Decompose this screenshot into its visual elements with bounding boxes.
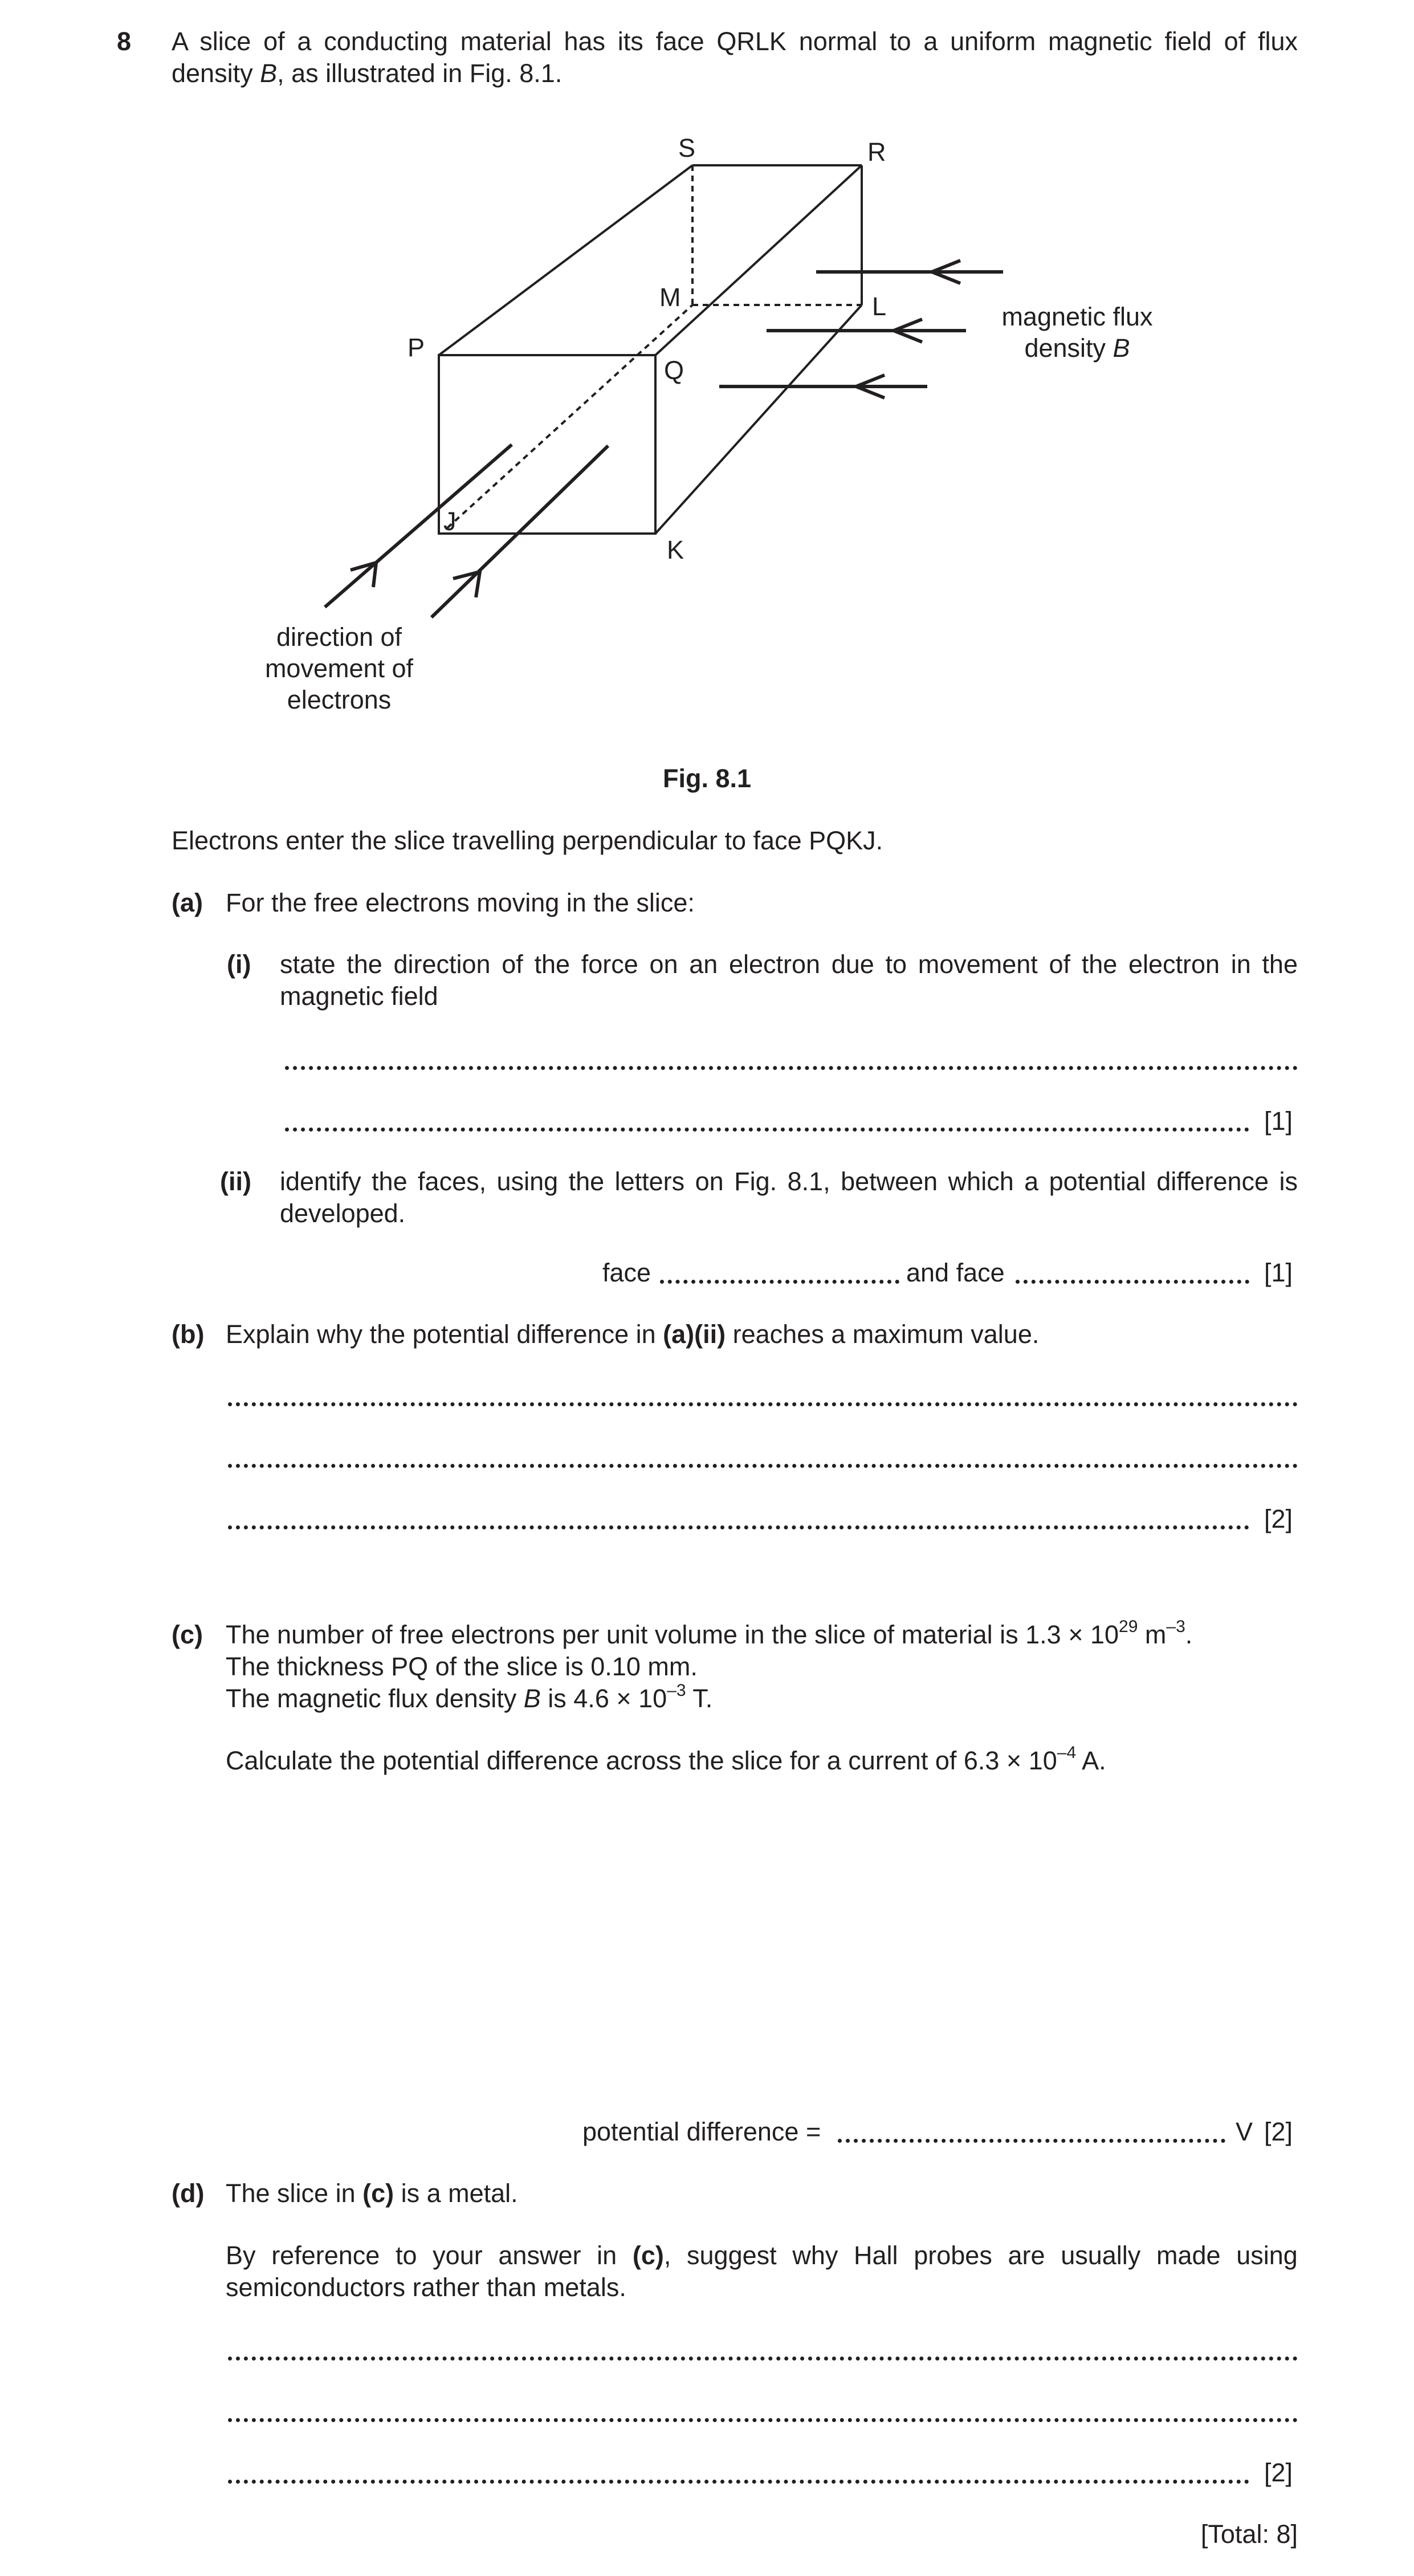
intro-line-1: A slice of a conducting material has its face QRLK normal to a uniform magnetic field of flux — [172, 27, 1298, 56]
marks-c: [2] — [1264, 2117, 1293, 2146]
marks-a-ii: [1] — [1264, 1258, 1293, 1287]
marks-a-i: [1] — [1264, 1106, 1293, 1136]
intro-line-2: density B, as illustrated in Fig. 8.1. — [172, 59, 563, 88]
electron-arrow-2 — [431, 446, 608, 617]
part-c-line3: The magnetic flux density B is $4.6 \times 10^{-3}$ T. — [226, 1681, 713, 1713]
part-b-text: Explain why the potential difference in (a)(ii) reaches a maximum value. — [226, 1320, 1040, 1349]
part-c-line2: The thickness PQ of the slice is 0.10 mm. — [226, 1652, 698, 1681]
part-a-i-line1: state the direction of the force on an electron due to movement of the electron in the — [280, 950, 1298, 979]
edge-ps — [439, 165, 692, 355]
answer-line-b-3[interactable] — [228, 1525, 1249, 1529]
figure-caption: Fig. 8.1 — [662, 764, 752, 793]
part-c-label: (c) — [172, 1620, 203, 1649]
electron-arrow-1 — [325, 445, 512, 607]
answer-line-a-i-2[interactable] — [285, 1128, 1249, 1132]
figure-8-1 — [0, 0, 1414, 741]
pd-unit: V — [1236, 2117, 1253, 2146]
label-q: Q — [664, 356, 684, 385]
face-1-label: face — [602, 1258, 651, 1287]
answer-line-b-2[interactable] — [228, 1464, 1298, 1468]
answer-line-a-i-1[interactable] — [285, 1066, 1298, 1070]
part-b-label: (b) — [172, 1320, 205, 1349]
label-l: L — [872, 292, 887, 321]
edge-qr — [655, 165, 862, 355]
part-a-i-line2: magnetic field — [280, 982, 438, 1011]
electron-arrows — [325, 445, 608, 617]
part-d-text: The slice in (c) is a metal. — [226, 2179, 518, 2208]
stem-text: Electrons enter the slice travelling perpendicular to face PQKJ. — [172, 826, 883, 855]
part-d-label: (d) — [172, 2179, 205, 2208]
answer-line-d-2[interactable] — [228, 2418, 1298, 2422]
part-c-line1: The number of free electrons per unit volume in the slice of material is $1.3 \times 10^{29}$ $m^{-3}$. — [226, 1617, 1193, 1649]
part-a-i-label: (i) — [227, 950, 251, 979]
label-m: M — [659, 283, 681, 312]
marks-b: [2] — [1264, 1504, 1293, 1533]
face-2-label: and face — [906, 1258, 1005, 1287]
pd-answer-label: potential difference = — [582, 2117, 821, 2146]
part-a-text: For the free electrons moving in the slice: — [226, 888, 695, 917]
electron-label: direction of movement of electrons — [264, 622, 414, 714]
answer-line-d-1[interactable] — [228, 2357, 1298, 2361]
field-label: magnetic flux density B — [1001, 302, 1153, 363]
label-p: P — [408, 333, 425, 362]
part-a-label: (a) — [172, 888, 203, 917]
part-d-line1: By reference to your answer in (c), suggest why Hall probes are usually made using — [226, 2241, 1298, 2270]
pd-answer-line[interactable] — [838, 2139, 1225, 2143]
answer-line-b-1[interactable] — [228, 1402, 1298, 1406]
answer-line-d-3[interactable] — [228, 2480, 1249, 2484]
label-k: K — [667, 535, 684, 564]
face-1-answer[interactable] — [660, 1280, 899, 1284]
face-2-answer[interactable] — [1016, 1280, 1249, 1284]
question-number: 8 — [117, 27, 132, 56]
part-a-ii-label: (ii) — [220, 1167, 251, 1196]
part-c-line4: Calculate the potential difference across the slice for a current of $6.3 \times 10^{-4}$ A. — [226, 1743, 1106, 1775]
label-j: J — [443, 507, 457, 536]
label-s: S — [678, 133, 696, 162]
part-a-ii-line2: developed. — [280, 1199, 406, 1228]
total-marks: [Total: 8] — [1200, 2520, 1298, 2549]
label-r: R — [867, 137, 886, 166]
part-a-ii-line1: identify the faces, using the letters on Fig. 8.1, between which a potential difference is — [280, 1167, 1298, 1196]
part-d-line2: semiconductors rather than metals. — [226, 2273, 626, 2302]
marks-d: [2] — [1264, 2458, 1293, 2487]
edge-kl — [655, 305, 862, 534]
